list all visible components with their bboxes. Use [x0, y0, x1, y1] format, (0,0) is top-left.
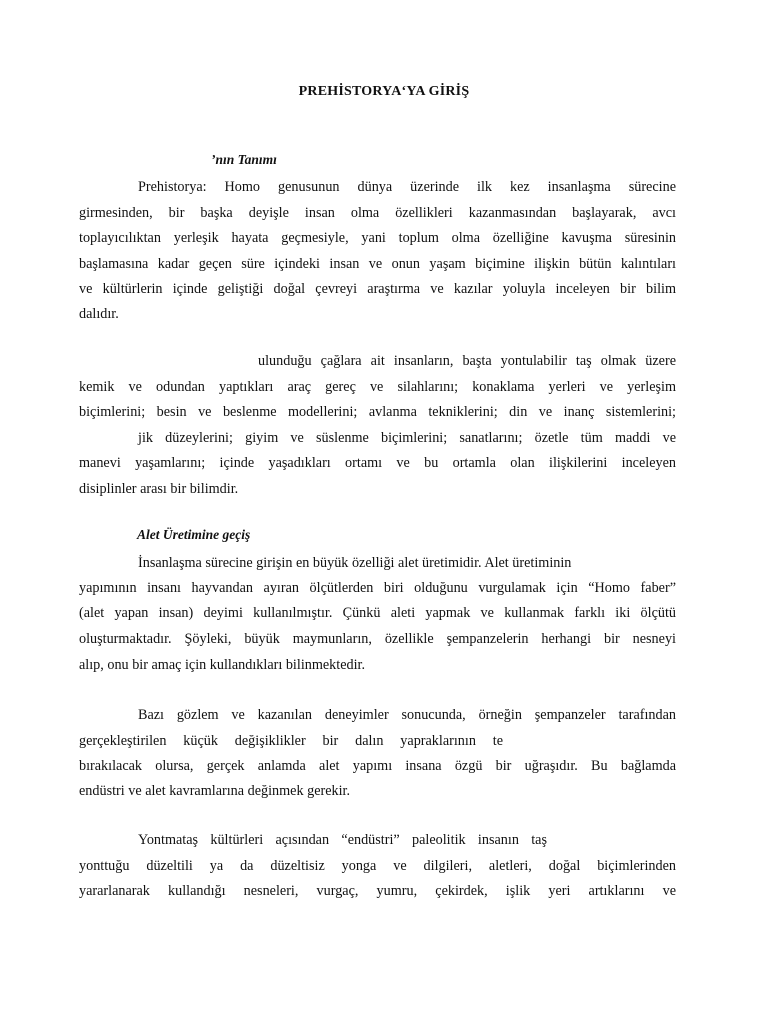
paragraph-line: Yontmataş kültürleri açısından “endüstri” paleolitik insanın taş: [138, 832, 547, 848]
paragraph-line: oluşturmaktadır. Şöyleki, büyük maymunların, özellikle şempanzelerin herhangi bir nesneyi: [79, 631, 676, 647]
paragraph-line: disiplinler arası bir bilimdir.: [79, 481, 239, 497]
paragraph-line: kemik ve odundan yaptıkları araç gereç ve silahlarını; konaklama yerleri ve yerleşim: [79, 379, 676, 395]
paragraph-line: Prehistorya: Homo genusunun dünya üzerinde ilk kez insanlaşma sürecine: [138, 179, 676, 195]
paragraph-line: İnsanlaşma sürecine girişin en büyük özelliği alet üretimidir. Alet üretiminin: [138, 555, 572, 571]
paragraph-line: yararlanarak kullandığı nesneleri, vurgaç, yumru, çekirdek, işlik yeri artıklarını ve: [79, 883, 676, 899]
paragraph-line: Bazı gözlem ve kazanılan deneyimler sonucunda, örneğin şempanzeler tarafından: [138, 707, 676, 723]
paragraph-line: endüstri ve alet kavramlarına değinmek gerekir.: [79, 783, 351, 799]
paragraph-line: başlamasına kadar geçen süre içindeki insan ve onun yaşam biçimine ilişkin bütün kalıntıları: [79, 256, 676, 272]
paragraph-line: jik düzeylerini; giyim ve süslenme biçimlerini; sanatlarını; özetle tüm maddi ve: [138, 430, 676, 446]
paragraph-line: bırakılacak olursa, gerçek anlamda alet yapımı insana özgü bir uğraşıdır. Bu bağlamda: [79, 758, 676, 774]
paragraph-line: alıp, onu bir amaç için kullandıkları bilinmektedir.: [79, 657, 366, 673]
paragraph-line: ulunduğu çağlara ait insanların, başta yontulabilir taş olmak üzere: [258, 353, 676, 369]
paragraph-line: dalıdır.: [79, 306, 119, 322]
section-heading-definition: ’nın Tanımı: [211, 152, 277, 167]
paragraph-line: ve kültürlerin içinde geliştiği doğal çevreyi araştırma ve kazılar yoluyla inceleyen bir bilim: [79, 281, 676, 297]
paragraph-line: manevi yaşamlarını; içinde yaşadıkları ortamı ve bu ortamla olan ilişkilerini inceleyen: [79, 455, 676, 471]
section-heading-tool-production: Alet Üretimine geçiş: [137, 527, 251, 542]
paragraph-line: yonttuğu düzeltili ya da düzeltisiz yonga ve dilgileri, aletleri, doğal biçimlerinden: [79, 858, 676, 874]
paragraph-line: gerçekleştirilen küçük değişiklikler bir dalın yapraklarının te: [79, 733, 503, 749]
document-title: PREHİSTORYA‘YA GİRİŞ: [298, 84, 470, 99]
paragraph-line: (alet yapan insan) deyimi kullanılmıştır. Çünkü aleti yapmak ve kullanmak farklı iki ölçütü: [79, 605, 676, 621]
paragraph-line: girmesinden, bir başka deyişle insan olma özellikleri kazanmasından başlayarak, avcı: [79, 205, 676, 221]
paragraph-line: yapımının insanı hayvandan ayıran ölçütlerden biri olduğunu vurgulamak için “Homo faber”: [79, 580, 676, 596]
paragraph-line: biçimlerini; besin ve beslenme modellerini; avlanma tekniklerini; din ve inanç sistemlerini;: [79, 404, 676, 420]
paragraph-line: toplayıcılıktan yerleşik hayata geçmesiyle, yani toplum olma özelliğine kavuşma süresinin: [79, 230, 676, 246]
